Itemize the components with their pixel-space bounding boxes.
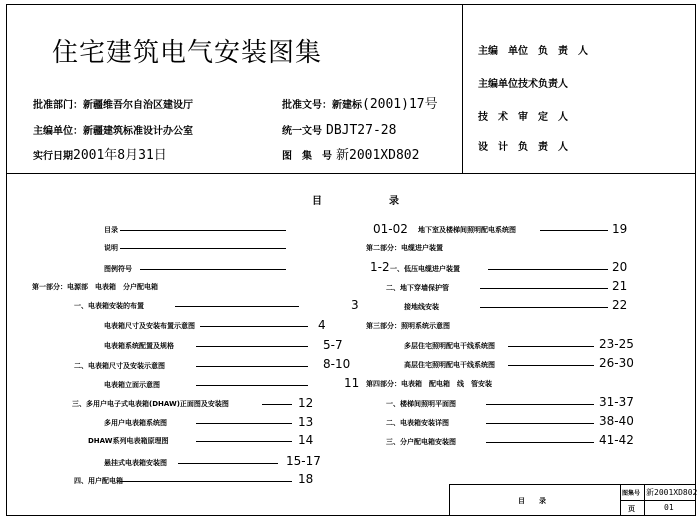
toc-leader: [178, 463, 278, 464]
toc-left-page: 11: [344, 376, 360, 390]
impl-date-row: [33, 144, 167, 163]
toc-leader: [196, 346, 308, 347]
atlas-no: 新2001XD802: [336, 148, 420, 163]
toc-leader: [262, 404, 292, 405]
toc-left-item: DHAW系列电表箱原理图: [88, 437, 169, 445]
toc-leader: [480, 307, 608, 308]
toc-right-item: 第四部分：电表箱 配电箱 线 管安装: [366, 380, 492, 388]
atlas-title: 住宅建筑电气安装图集: [52, 38, 323, 68]
toc-leader: [486, 404, 594, 405]
code-row: [282, 119, 396, 138]
toc-right-item: 一、低压电缆进户装置: [390, 265, 460, 273]
title-block-name: 目 录: [518, 497, 546, 505]
toc-leader: [540, 230, 608, 231]
toc-leader: [200, 326, 308, 327]
toc-right-item: 接地线安装: [404, 303, 439, 311]
toc-left-page: 13: [298, 415, 314, 429]
approval-dept: 批准部门：新疆维吾尔自治区建设厅: [33, 100, 193, 111]
impl-date: 2001年8月31日: [73, 148, 167, 163]
resp-tech: 主编单位技术负责人: [478, 79, 568, 90]
toc-heading-left: 目: [312, 196, 322, 207]
toc-leader: [196, 366, 308, 367]
toc-leader: [175, 306, 299, 307]
toc-left-page: 5-7: [323, 338, 343, 352]
toc-leader: [120, 230, 286, 231]
toc-left-page: 3: [351, 298, 359, 312]
toc-left-item: 一、电表箱安装的布置: [74, 302, 144, 310]
toc-left-item: 二、电表箱尺寸及安装示意图: [74, 362, 165, 370]
toc-leader: [196, 423, 292, 424]
impl-date-label: 实行日期: [33, 151, 73, 162]
code-no: DBJT27-28: [326, 123, 397, 138]
toc-right-page: 26-30: [599, 356, 634, 370]
toc-right-item: 一、楼梯间照明平面图: [386, 400, 456, 408]
toc-left-item: 三、多用户电子式电表箱(DHAW)正面图及安装图: [72, 400, 229, 408]
toc-left-item: 四、用户配电箱: [74, 477, 123, 485]
toc-right-page: 21: [612, 279, 628, 293]
toc-right-page: 19: [612, 222, 628, 236]
toc-right-item: 高层住宅照明配电干线系统图: [404, 361, 495, 369]
toc-leader: [120, 248, 286, 249]
toc-leader: [480, 288, 608, 289]
code-label: 统一文号: [282, 126, 322, 137]
approval-doc-label: 批准文号：新建标: [282, 100, 362, 111]
header-vertical-divider: [462, 4, 463, 173]
title-block-atlas-label: 图集号: [622, 490, 641, 497]
toc-leader: [488, 269, 608, 270]
toc-leader: [508, 346, 594, 347]
toc-left-page: 01-02: [373, 222, 408, 236]
resp-review: 技 术 审 定 人: [478, 112, 568, 123]
header-divider: [6, 173, 696, 174]
approval-doc-no: (2001)17号: [362, 97, 438, 112]
toc-left-item: 悬挂式电表箱安装图: [104, 459, 167, 467]
title-block-page-no: 01: [664, 503, 674, 512]
toc-left-item: 电表箱尺寸及安装布置示意图: [104, 322, 195, 330]
toc-left-page: 4: [318, 318, 326, 332]
toc-left-item: 说明: [104, 244, 118, 252]
toc-left-page: 14: [298, 433, 314, 447]
toc-right-item: 第三部分：照明系统示意图: [366, 322, 450, 330]
toc-right-page: 41-42: [599, 433, 634, 447]
toc-left-page: 12: [298, 396, 314, 410]
title-block-atlas-no: 新2001XD802: [646, 488, 698, 497]
toc-leader: [486, 442, 594, 443]
toc-left-item: 电表箱系统配置及规格: [104, 342, 174, 350]
toc-right-item: 地下室及楼梯间照明配电系统图: [418, 226, 516, 234]
toc-right-page: 22: [612, 298, 628, 312]
toc-left-page: 18: [298, 472, 314, 486]
toc-right-item: 第二部分：电缆进户装置: [366, 244, 443, 252]
toc-left-page: 8-10: [323, 357, 351, 371]
atlas-row: [282, 144, 419, 163]
title-block-page-label: 页: [628, 505, 635, 513]
title-block-divider: [620, 500, 696, 501]
toc-left-page: 1-2: [370, 260, 390, 274]
resp-chief: 主编 单位 负 责 人: [478, 46, 588, 57]
toc-left-page: 15-17: [286, 454, 321, 468]
toc-leader: [196, 441, 292, 442]
toc-leader: [140, 269, 286, 270]
toc-leader: [196, 385, 308, 386]
approval-doc-row: [282, 93, 438, 112]
toc-right-item: 二、地下穿墙保护管: [386, 284, 449, 292]
toc-leader: [120, 481, 292, 482]
toc-left-item: 图例符号: [104, 265, 132, 273]
toc-left-item: 目录: [104, 226, 118, 234]
toc-left-item: 第一部分：电源部 电表箱 分户配电箱: [32, 283, 158, 291]
toc-left-item: 电表箱立面示意图: [104, 381, 160, 389]
toc-right-page: 23-25: [599, 337, 634, 351]
toc-right-item: 三、分户配电箱安装图: [386, 438, 456, 446]
toc-right-page: 31-37: [599, 395, 634, 409]
atlas-label: 图 集 号: [282, 151, 332, 162]
toc-leader: [486, 423, 594, 424]
editor-unit: 主编单位：新疆建筑标准设计办公室: [33, 126, 193, 137]
toc-right-page: 38-40: [599, 414, 634, 428]
toc-left-item: 多用户电表箱系统图: [104, 419, 167, 427]
toc-right-item: 多层住宅照明配电干线系统图: [404, 342, 495, 350]
toc-right-item: 二、电表箱安装详图: [386, 419, 449, 427]
toc-right-page: 20: [612, 260, 628, 274]
toc-leader: [508, 365, 594, 366]
resp-design: 设 计 负 责 人: [478, 142, 568, 153]
toc-heading-right: 录: [389, 196, 399, 207]
